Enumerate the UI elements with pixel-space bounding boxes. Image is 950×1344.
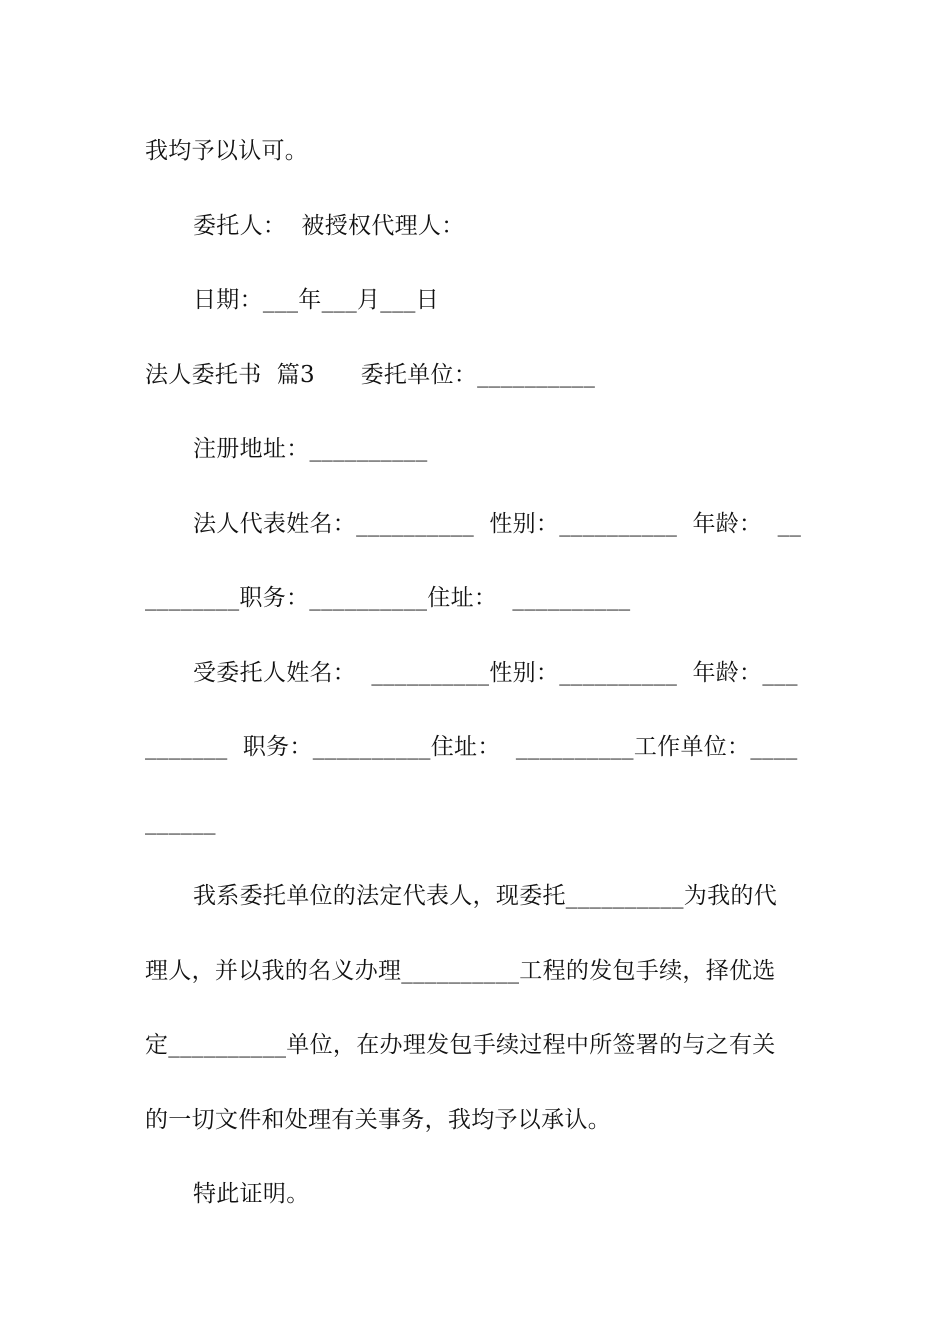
- trustee-line-cont-2: ______: [145, 809, 216, 835]
- paragraph-line-1: 我均予以认可。: [145, 138, 309, 164]
- trustee-line-cont: _______ 职务：__________住址： __________工作单位：____: [145, 734, 798, 760]
- legal-representative-line: 法人代表姓名：__________ 性别：__________ 年龄： __: [193, 511, 802, 537]
- body-paragraph-line-1: 我系委托单位的法定代表人，现委托__________为我的代: [193, 883, 777, 909]
- section-heading-line: 法人委托书 篇3 委托单位：__________: [145, 362, 596, 388]
- body-paragraph-line-2: 理人，并以我的名义办理__________工程的发包手续，择优选: [145, 958, 776, 984]
- body-paragraph-line-3: 定__________单位，在办理发包手续过程中所签署的与之有关: [145, 1032, 776, 1058]
- trustee-line: 受委托人姓名： __________性别：__________ 年龄：___: [193, 660, 798, 686]
- registered-address-line: 注册地址：__________: [193, 436, 428, 462]
- signature-parties-line: 委托人： 被授权代理人：: [193, 213, 465, 239]
- date-line: 日期：___年___月___日: [193, 287, 439, 313]
- body-paragraph-line-4: 的一切文件和处理有关事务，我均予以承认。: [145, 1107, 611, 1133]
- legal-representative-line-cont: ________职务：__________住址： __________: [145, 585, 631, 611]
- closing-line: 特此证明。: [193, 1181, 310, 1207]
